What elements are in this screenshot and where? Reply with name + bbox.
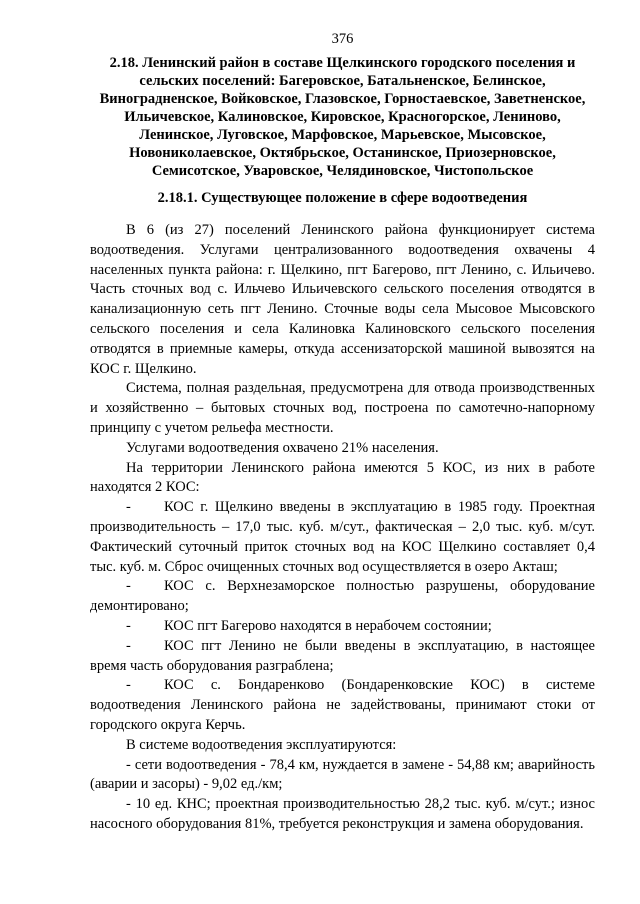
page-number: 376 (331, 31, 354, 47)
list-dash: - (126, 617, 131, 634)
list-dash: - (126, 637, 131, 654)
paragraph-overview: В 6 (из 27) поселений Ленинского района функционирует система водоотведения. Услугами централизованного водоотведения охвачены 4 населенных пункта района: г. Щелкино, пгт Багерово, пгт Ленино, с. Ильичево. Часть сточных вод с. Ильчево Ильичевского сельского поселения отводятся в канализационную сеть пгт Ленино. Сточные воды села Мысовое Мысовского сельского поселения и села Калиновка Калиновского сельского поселения отводятся в приемные камеры, откуда ассенизаторской машиной вывозятся на КОС г. Щелкино. (90, 222, 595, 377)
kos-item-lenino (90, 637, 595, 677)
paragraph-coverage: Услугами водоотведения охвачено 21% населения. (126, 439, 439, 456)
paragraph-system: Система, полная раздельная, предусмотрена для отвода производственных и хозяйственно – бытовых сточных вод, построена по самотечно-напорному принципу с учетом рельефа местности. (90, 380, 595, 436)
kos-item-text: КОС пгт Ленино не были введены в эксплуатацию, в настоящее время часть оборудования разграблена; (90, 637, 595, 674)
kos-item-text: КОС с. Верхнезаморское полностью разрушены, оборудование демонтировано; (90, 578, 595, 615)
paragraph-exploitation-intro: В системе водоотведения эксплуатируются: (126, 736, 397, 753)
kos-item-verkhnezamorskoe (90, 577, 595, 617)
list-dash: - (126, 677, 131, 694)
section-heading: 2.18. Ленинский район в составе Щелкинского городского поселения и сельских поселений: Багеровское, Батальненское, Белинское, Виноградненское, Войковское, Глазовское, Горностаевское, Заветненское, Ильичевское, Калиновское, Кировское, Красногорское, Лениново, Ленинское, Луговское, Марфовское, Марьевское, Мысовское, Новониколаевское, Октябрьское, Останинское, Приозерновское, Семисотское, Уваровское, Челядиновское, Чистопольское (99, 55, 586, 179)
kos-item-shchelkino (90, 498, 595, 577)
exploitation-item-kns: - 10 ед. КНС; проектная производительностью 28,2 тыс. куб. м/сут.; износ насосного оборудования 81%, требуется реконструкция и замена оборудования. (90, 796, 595, 832)
kos-item-bagerovo (90, 617, 595, 637)
exploitation-item-networks: - сети водоотведения - 78,4 км, нуждается в замене - 54,88 км; аварийность (аварии и засоры) - 9,02 ед./км; (90, 756, 595, 793)
list-dash: - (126, 578, 131, 595)
kos-item-text: КОС г. Щелкино введены в эксплуатацию в 1985 году. Проектная производительность – 17,0 тыс. куб. м/сут., фактическая – 2,0 тыс. куб. м/сут. Фактический суточный приток сточных вод на КОС Щелкино составляет 0,4 тыс. куб. м. Сброс очищенных сточных вод осуществляется в озеро Акташ; (90, 499, 595, 575)
kos-item-text: КОС пгт Багерово находятся в нерабочем состоянии; (164, 617, 492, 634)
subsection-heading: 2.18.1. Существующее положение в сфере водоотведения (157, 190, 528, 206)
list-dash: - (126, 499, 131, 516)
kos-item-bondarenkovo (90, 676, 595, 735)
document-page (90, 30, 595, 835)
paragraph-kos-count: На территории Ленинского района имеются 5 КОС, из них в работе находятся 2 КОС: (90, 459, 595, 496)
kos-item-text: КОС с. Бондаренково (Бондаренковские КОС) в системе водоотведения Ленинского района не задействованы, принимают стоки от городского округа Керчь. (90, 677, 595, 733)
